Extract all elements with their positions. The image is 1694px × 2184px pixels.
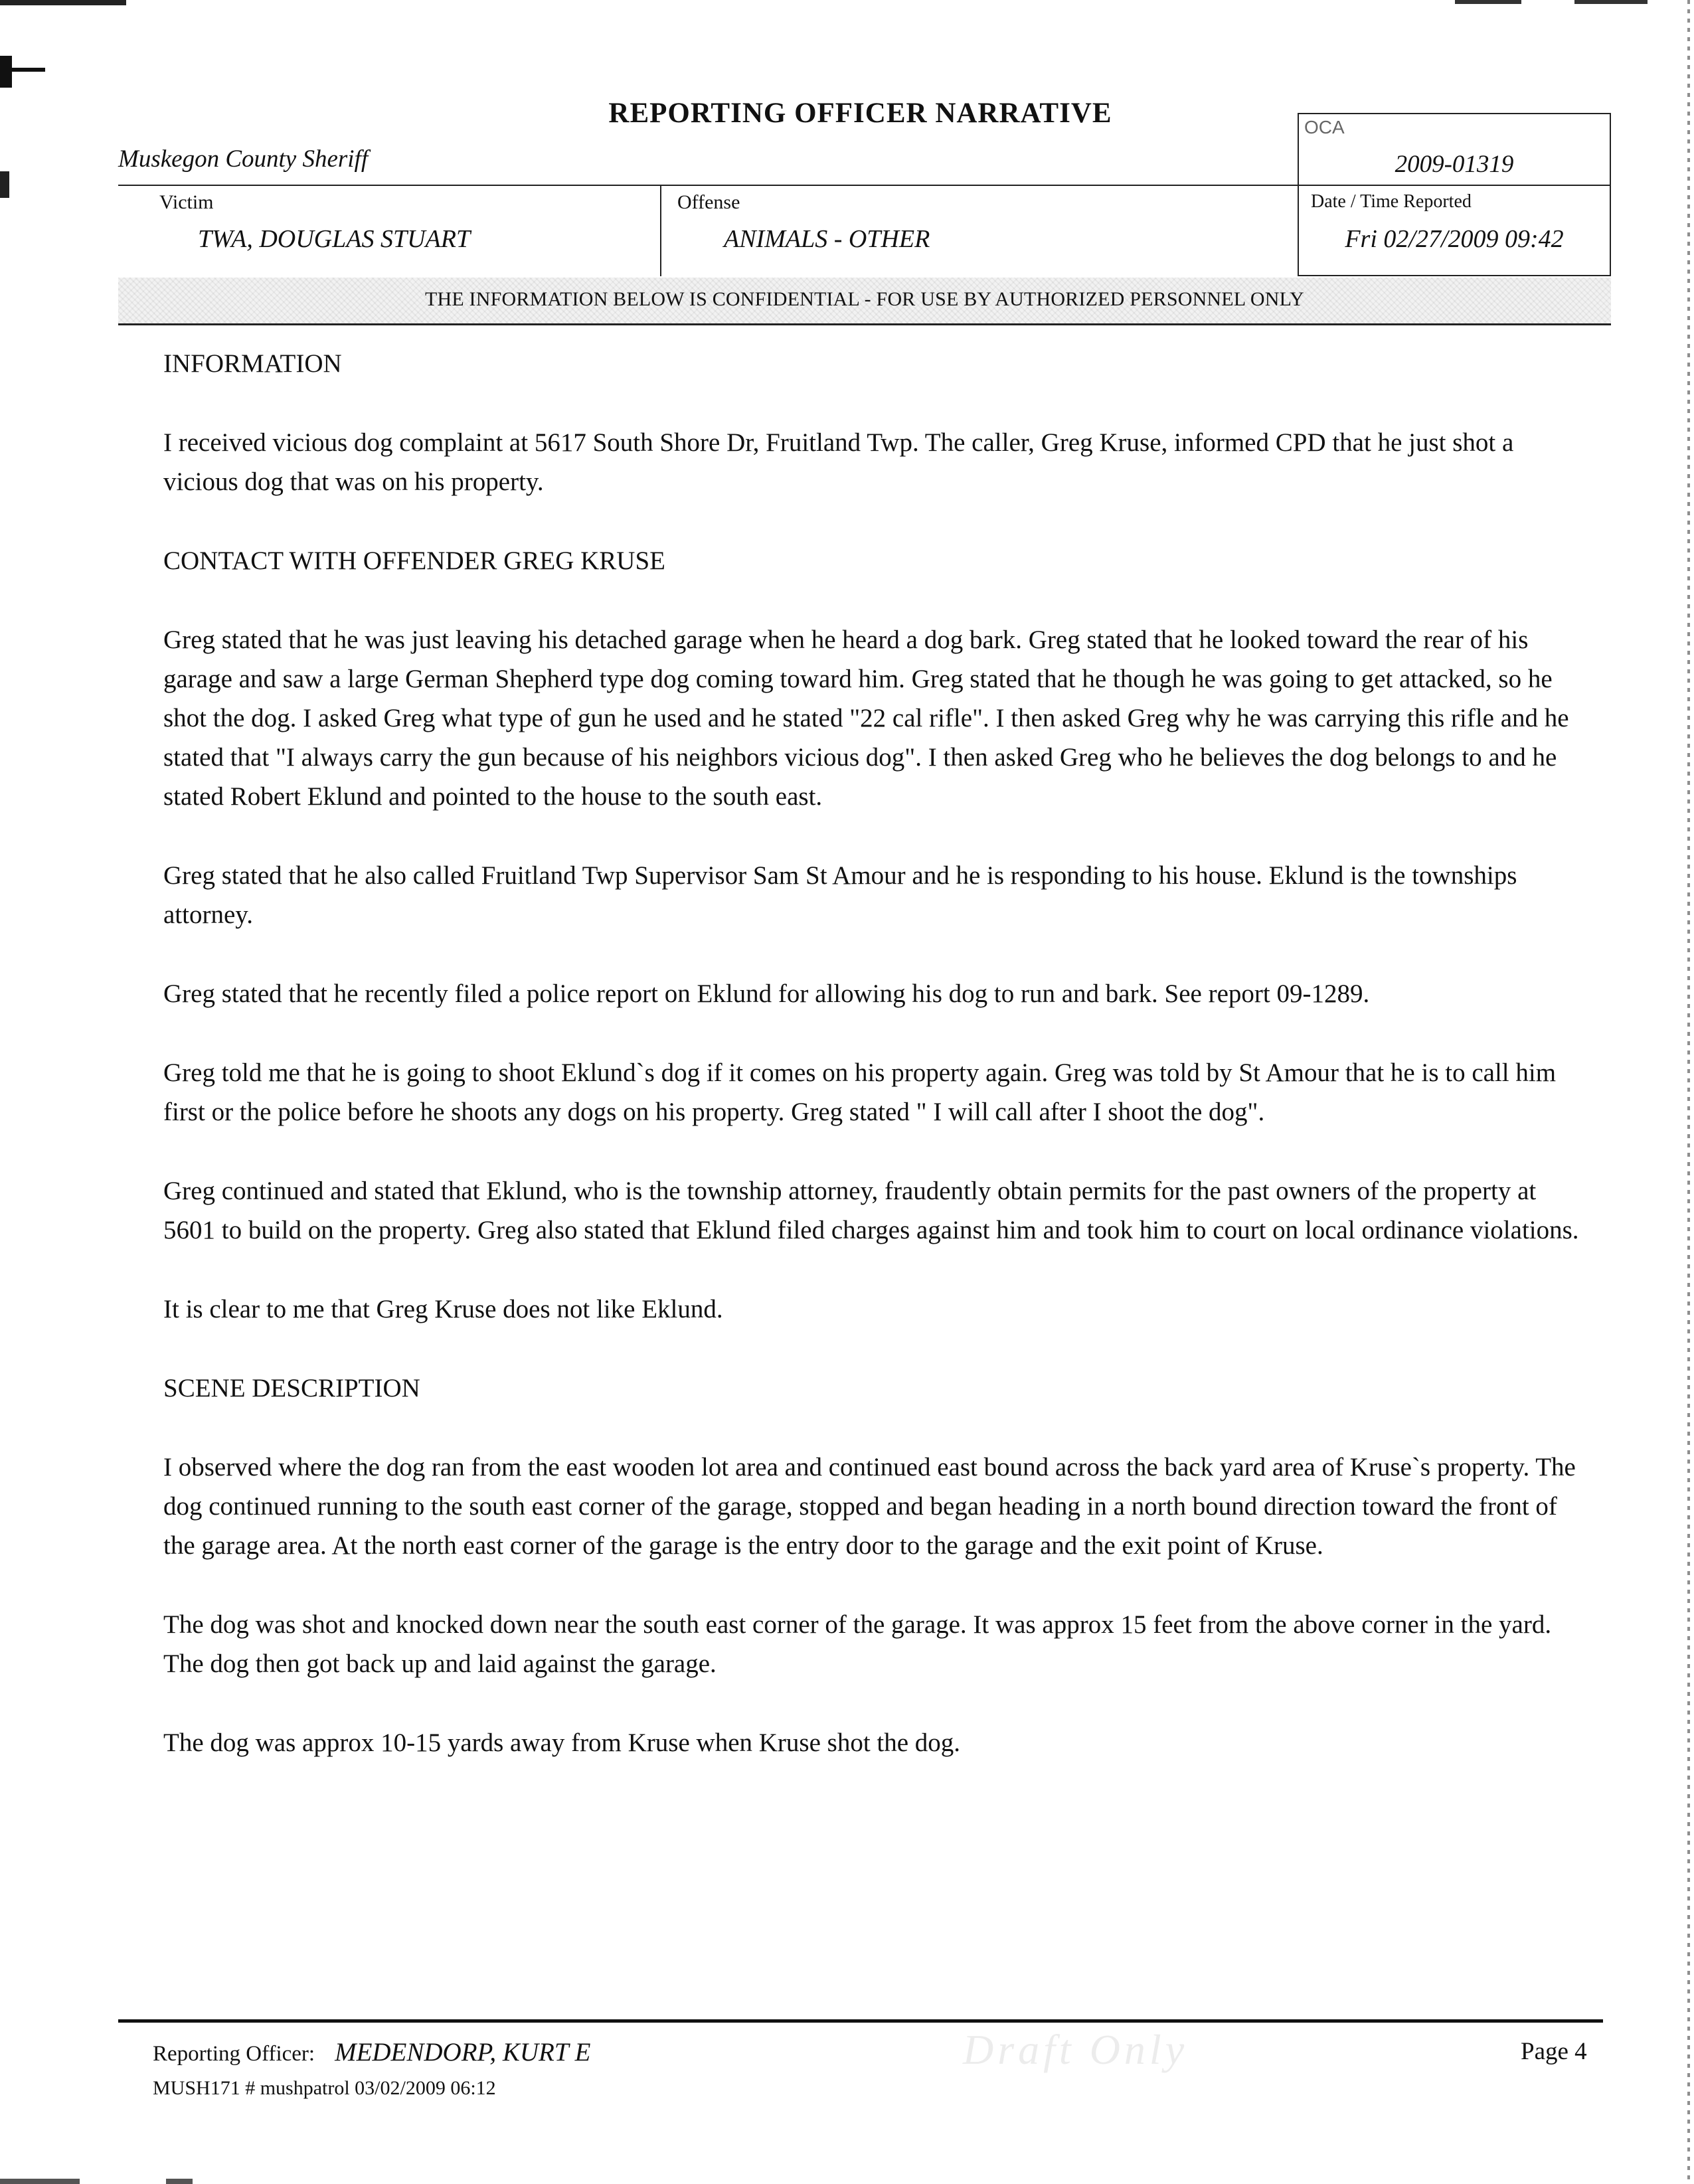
narrative-paragraph: Greg stated that he was just leaving his detached garage when he heard a dog bark. Greg stated that he looked toward the rear of his garage and saw a large German Shepherd type dog coming toward him. Greg stated that he though he was going to get attacked, so he shot the dog. I asked Greg what type of gun he used and he stated "22 cal rifle". I then asked Greg why he was carrying this rifle and he stated that "I always carry the gun because of his neighbors vicious dog". I then asked Greg who he believes the dog belongs to and he stated Robert Eklund and pointed to the house to the south east. [163,626,1569,811]
narrative-paragraph: I observed where the dog ran from the east wooden lot area and continued east bound across the back yard area of Kruse`s property. The dog continued running to the south east corner of the garage, stopped and began heading in a north bound direction toward the front of the garage area. At the north east corner of the garage is the entry door to the garage and the exit point of Kruse. [163,1453,1576,1560]
scan-artifact [0,0,126,5]
scan-artifact [0,2179,199,2184]
oca-label: OCA [1304,117,1345,137]
confidential-notice: THE INFORMATION BELOW IS CONFIDENTIAL - FOR USE BY AUTHORIZED PERSONNEL ONLY [424,288,1305,310]
offense-label: Offense [677,191,740,213]
victim-cell [118,186,660,276]
scan-artifact [1687,0,1690,2184]
scan-artifact [0,171,9,198]
system-stamp: MUSH171 # mushpatrol 03/02/2009 06:12 [153,2077,496,2099]
confidential-banner [118,278,1611,325]
reporting-officer-name: MEDENDORP, KURT E [335,2038,591,2066]
narrative-paragraph: The dog was shot and knocked down near the south east corner of the garage. It was approx 15 feet from the above corner in the yard. The dog then got back up and laid against the garage. [163,1610,1552,1678]
narrative-paragraph: Greg told me that he is going to shoot Eklund`s dog if it comes on his property again. Greg was told by St Amour that he is to call him first or the police before he shoots any dogs on his property. Greg stated " I will call after I shoot the dog". [163,1058,1557,1126]
narrative-body [163,344,1591,1802]
victim-label: Victim [159,191,214,213]
narrative-paragraph: The dog was approx 10-15 yards away from Kruse when Kruse shot the dog. [163,1728,961,1757]
draft-watermark: Draft Only [963,2026,1189,2073]
oca-number: 2009-01319 [1395,151,1514,178]
page-title-text: REPORTING OFFICER NARRATIVE [608,98,1112,129]
page-number: Page 4 [1521,2038,1587,2065]
footer-divider [118,2019,1603,2023]
reporting-officer-label: Reporting Officer: [153,2042,315,2066]
section-heading-information: INFORMATION [163,349,342,378]
narrative-paragraph: I received vicious dog complaint at 5617 South Shore Dr, Fruitland Twp. The caller, Greg Kruse, informed CPD that he just shot a vicious dog that was on his property. [163,428,1514,496]
offense-cell [660,186,1298,276]
date-reported-value: Fri 02/27/2009 09:42 [1345,225,1564,253]
scan-artifact [0,56,46,88]
offense-value: ANIMALS - OTHER [724,225,930,253]
narrative-paragraph: Greg stated that he recently filed a police report on Eklund for allowing his dog to run and bark. See report 09-1289. [163,979,1370,1008]
narrative-paragraph: Greg stated that he also called Fruitland Twp Supervisor Sam St Amour and he is responding to his house. Eklund is the townships attorney. [163,861,1517,929]
date-reported-label: Date / Time Reported [1311,191,1472,212]
agency-name: Muskegon County Sheriff [118,145,369,173]
section-heading-scene: SCENE DESCRIPTION [163,1374,420,1402]
narrative-paragraph: It is clear to me that Greg Kruse does not like Eklund. [163,1295,723,1323]
narrative-paragraph: Greg continued and stated that Eklund, who is the township attorney, fraudently obtain permits for the past owners of the property at 5601 to build on the property. Greg also stated that Eklund filed charges against him and took him to court on local ordinance violations. [163,1177,1579,1244]
section-heading-contact: CONTACT WITH OFFENDER GREG KRUSE [163,546,665,575]
victim-name: TWA, DOUGLAS STUART [198,225,471,253]
reporting-officer [153,2037,590,2067]
scan-artifact [1428,0,1694,4]
date-reported-cell [1298,186,1611,276]
case-info-row [118,186,1611,276]
oca-box [1298,113,1611,185]
